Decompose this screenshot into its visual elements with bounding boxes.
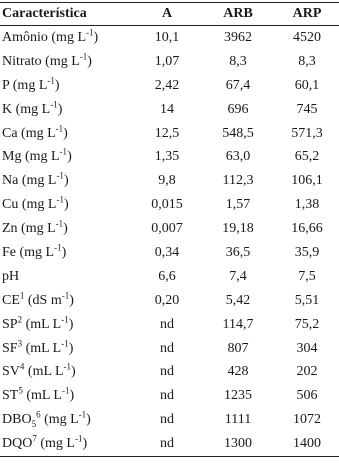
characteristic-unit: ) <box>93 29 99 45</box>
characteristic-name: SP <box>2 316 18 332</box>
cell-arb: 1300 <box>201 432 275 456</box>
table-row <box>0 50 339 74</box>
row-characteristic <box>0 98 133 122</box>
table-row <box>0 122 339 146</box>
characteristic-unit: ) <box>57 101 63 117</box>
characteristic-unit: ) <box>67 149 72 165</box>
cell-arp: 506 <box>296 388 318 404</box>
cell-arb: 114,7 <box>222 316 254 332</box>
unit-superscript: -1 <box>61 313 69 324</box>
cell-a: 2,42 <box>154 77 180 93</box>
characteristic-unit: ) <box>63 197 69 213</box>
cell-arb: 7,4 <box>229 268 247 284</box>
cell-arb: 428 <box>227 364 249 380</box>
characteristic-superscript: -1 <box>79 51 88 62</box>
cell-arb: 67,4 <box>225 77 251 93</box>
unit-superscript: -1 <box>74 433 83 444</box>
cell-arp: 1072 <box>293 412 321 428</box>
cell-arp: 4520 <box>293 29 321 45</box>
characteristic-superscript: 6 <box>36 409 41 420</box>
cell-a: 1,35 <box>154 149 180 165</box>
cell-arp: 8,3 <box>298 53 316 69</box>
characteristic-name: Amônio (mg L <box>2 29 86 45</box>
characteristic-superscript: -1 <box>56 170 64 181</box>
characteristic-superscript: 3 <box>17 337 23 348</box>
cell-arp: 1,38 <box>294 197 320 213</box>
row-characteristic <box>0 289 133 313</box>
cell-arp: 65,2 <box>294 149 320 165</box>
row-characteristic <box>0 74 133 98</box>
characteristics-table <box>0 2 339 457</box>
cell-arp: 1400 <box>275 432 339 456</box>
cell-arb: 63,0 <box>225 149 251 165</box>
characteristic-unit: ) <box>63 221 68 237</box>
cell-arp: 75,2 <box>294 316 320 332</box>
cell-a: 0,015 <box>151 197 183 213</box>
table-row <box>0 313 339 337</box>
table-row <box>0 217 339 241</box>
cell-arb: 36,5 <box>225 244 251 260</box>
characteristic-superscript: -1 <box>55 122 64 133</box>
cell-arp: 202 <box>296 364 318 380</box>
characteristic-name: pH <box>2 268 20 284</box>
cell-arp: 35,9 <box>294 244 320 260</box>
header-col-arb: ARB <box>201 3 275 26</box>
table-row <box>0 384 339 408</box>
row-characteristic <box>0 384 133 408</box>
table-row <box>0 432 339 456</box>
header-characteristic: Característica <box>0 3 133 26</box>
table-row <box>0 360 339 384</box>
row-characteristic <box>0 432 133 456</box>
cell-arb: 112,3 <box>222 173 254 189</box>
cell-arb: 19,18 <box>222 221 254 237</box>
characteristic-superscript: -1 <box>86 27 94 38</box>
cell-arp: 106,1 <box>291 173 323 189</box>
unit-superscript: -1 <box>61 290 70 301</box>
cell-a: 0,20 <box>154 292 180 308</box>
cell-a: nd <box>160 316 174 332</box>
characteristic-name: Fe (mg L <box>2 244 55 260</box>
characteristic-name: P (mg L <box>2 77 48 93</box>
table-row <box>0 169 339 193</box>
characteristic-superscript: -1 <box>55 218 64 229</box>
cell-arb: 5,42 <box>225 292 251 308</box>
unit-superscript: -1 <box>78 409 87 420</box>
characteristic-superscript: 1 <box>19 290 25 301</box>
characteristic-superscript: 7 <box>32 433 37 444</box>
row-characteristic <box>0 122 133 146</box>
row-characteristic <box>0 217 133 241</box>
cell-a: 10,1 <box>154 29 180 45</box>
table-row <box>0 193 339 217</box>
cell-a: nd <box>160 412 174 428</box>
table-row <box>0 408 339 432</box>
characteristic-superscript: -1 <box>47 75 55 86</box>
cell-arb: 696 <box>227 101 249 117</box>
characteristic-superscript: -1 <box>54 242 62 253</box>
characteristic-unit: ) <box>61 244 67 260</box>
cell-arp: 16,66 <box>291 221 323 237</box>
cell-a: 0,34 <box>154 244 180 260</box>
row-characteristic <box>0 50 133 74</box>
header-row <box>0 3 339 26</box>
unit-close: ) <box>69 292 74 308</box>
characteristic-unit: (mg L <box>40 411 79 427</box>
characteristic-unit: (dS m <box>24 292 62 308</box>
row-characteristic <box>0 408 133 432</box>
characteristic-unit: ) <box>63 125 68 141</box>
cell-arp: 571,3 <box>291 125 323 141</box>
row-characteristic <box>0 169 133 193</box>
characteristic-unit: ) <box>63 173 69 189</box>
row-characteristic <box>0 26 133 50</box>
characteristic-unit: (mL L <box>22 340 62 356</box>
row-characteristic <box>0 360 133 384</box>
characteristic-name: Nitrato (mg L <box>2 53 80 69</box>
characteristic-unit: (mL L <box>22 316 62 332</box>
cell-a: 0,007 <box>151 221 183 237</box>
table-row <box>0 98 339 122</box>
cell-a: nd <box>160 388 174 404</box>
table-row <box>0 337 339 361</box>
characteristic-superscript: 5 <box>18 385 23 396</box>
table-row <box>0 145 339 169</box>
row-characteristic <box>0 193 133 217</box>
characteristic-name: Mg (mg L <box>2 149 60 165</box>
characteristic-superscript: -1 <box>59 146 68 157</box>
unit-close: ) <box>86 411 91 427</box>
characteristic-subscript: 5 <box>31 418 37 429</box>
unit-close: ) <box>69 388 75 404</box>
cell-arb: 1235 <box>224 388 252 404</box>
table-row <box>0 289 339 313</box>
table-row <box>0 265 339 289</box>
characteristic-name: ST <box>2 388 19 404</box>
cell-a: 1,07 <box>154 53 180 69</box>
cell-a: 6,6 <box>158 268 176 284</box>
characteristic-unit: ) <box>54 77 60 93</box>
characteristic-name: DBO <box>2 411 32 427</box>
row-characteristic <box>0 313 133 337</box>
characteristic-name: Cu (mg L <box>2 197 57 213</box>
cell-a: 12,5 <box>154 125 180 141</box>
cell-a: 9,8 <box>158 173 176 189</box>
characteristic-superscript: -1 <box>56 194 64 205</box>
row-characteristic <box>0 337 133 361</box>
cell-arb: 3962 <box>224 29 252 45</box>
unit-close: ) <box>68 316 74 332</box>
cell-arb: 807 <box>227 340 249 356</box>
characteristic-name: SV <box>2 364 20 380</box>
characteristic-name: Ca (mg L <box>2 125 56 141</box>
table-body <box>0 26 339 457</box>
cell-arp: 5,51 <box>294 292 320 308</box>
table-header <box>0 3 339 26</box>
cell-arp: 7,5 <box>298 268 316 284</box>
characteristic-name: DQO <box>2 436 33 452</box>
characteristic-name: K (mg L <box>2 101 51 117</box>
characteristic-unit: ) <box>87 53 92 69</box>
table-row <box>0 241 339 265</box>
table-row <box>0 26 339 50</box>
cell-a: nd <box>160 340 174 356</box>
characteristic-unit: (mL L <box>22 388 62 404</box>
characteristic-name: CE <box>2 292 20 308</box>
characteristic-superscript: 2 <box>17 313 23 324</box>
header-col-arp: ARP <box>275 3 339 26</box>
cell-arp: 60,1 <box>294 77 320 93</box>
cell-a: 14 <box>160 101 174 117</box>
cell-arp: 304 <box>296 340 318 356</box>
unit-superscript: -1 <box>61 337 69 348</box>
cell-arb: 8,3 <box>229 53 247 69</box>
unit-superscript: -1 <box>61 385 70 396</box>
characteristic-superscript: 4 <box>19 361 25 372</box>
unit-close: ) <box>68 340 74 356</box>
row-characteristic <box>0 241 133 265</box>
cell-a: nd <box>133 432 201 456</box>
cell-arp: 745 <box>296 101 318 117</box>
row-characteristic <box>0 265 133 289</box>
row-characteristic <box>0 145 133 169</box>
characteristic-unit: (mg L <box>36 436 75 452</box>
unit-superscript: -1 <box>63 361 72 372</box>
header-col-a: A <box>133 3 201 26</box>
cell-arb: 1,57 <box>225 197 251 213</box>
table-row <box>0 74 339 98</box>
characteristic-superscript: -1 <box>50 98 58 109</box>
characteristic-name: Na (mg L <box>2 173 57 189</box>
unit-close: ) <box>82 436 88 452</box>
characteristic-name: Zn (mg L <box>2 221 56 237</box>
characteristic-name: SF <box>2 340 18 356</box>
unit-close: ) <box>71 364 76 380</box>
characteristic-unit: (mL L <box>24 364 64 380</box>
cell-a: nd <box>160 364 174 380</box>
cell-arb: 1111 <box>224 412 252 428</box>
cell-arb: 548,5 <box>222 125 254 141</box>
